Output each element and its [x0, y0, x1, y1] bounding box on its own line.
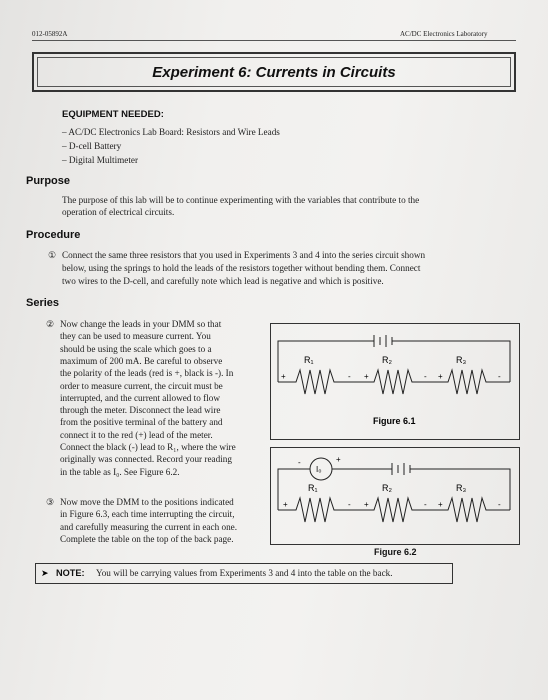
step1-line: Connect the same three resistors that you used in Experiments 3 and 4 into the series circuit shown — [62, 250, 426, 260]
paragraph-line: in Figure 6.3, each time interrupting the circuit, — [60, 509, 235, 520]
polarity-minus: - — [298, 458, 301, 467]
polarity-minus: - — [348, 372, 351, 381]
note-box — [35, 563, 453, 584]
equipment-item: – Digital Multimeter — [62, 155, 139, 165]
paragraph-line: interrupted, and the current allowed to flow — [60, 392, 220, 403]
note-arrow-icon: ➤ — [41, 568, 49, 578]
page-title: Experiment 6: Currents in Circuits — [152, 64, 396, 81]
paragraph-line: connect it to the red (+) lead of the meter. — [60, 429, 213, 440]
figure-6-2-circuit — [270, 447, 520, 545]
step1-marker: ① — [48, 250, 57, 260]
step2-marker: ② — [46, 319, 55, 329]
paragraph-line: maximum of 200 mA. Be careful to observe — [60, 355, 223, 366]
paragraph-line: originally was connected. Record your reading — [60, 454, 232, 465]
paragraph-line: Complete the table on the top of the back page. — [60, 533, 234, 544]
polarity-minus: - — [498, 500, 501, 509]
polarity-plus: + — [438, 500, 443, 509]
polarity-plus: + — [364, 372, 369, 381]
polarity-minus: - — [424, 500, 427, 509]
r2-label: R₂ — [382, 355, 392, 365]
paragraph-line: Now change the leads in your DMM so that — [60, 319, 222, 329]
ammeter-label: I₀ — [316, 465, 322, 474]
equipment-heading: EQUIPMENT NEEDED: — [62, 109, 164, 120]
polarity-plus: + — [438, 372, 443, 381]
polarity-plus: + — [336, 455, 341, 464]
note-label: NOTE: — [56, 568, 85, 578]
equipment-item: – AC/DC Electronics Lab Board: Resistors and Wire Leads — [62, 127, 280, 137]
purpose-heading: Purpose — [26, 175, 71, 187]
figure-6-2-caption: Figure 6.2 — [374, 547, 417, 557]
r2-label: R₂ — [382, 483, 392, 493]
step1-line: below, using the springs to hold the leads of the resistors together without bending them. Connect — [62, 263, 421, 273]
r1-label: R₁ — [304, 355, 314, 365]
title-box — [32, 52, 516, 92]
figure-6-1-caption: Figure 6.1 — [373, 416, 416, 426]
series-heading: Series — [26, 297, 60, 309]
circuit-wire — [278, 341, 374, 382]
r1-label: R₁ — [308, 483, 318, 493]
paragraph-line: and carefully measuring the current in each one. — [60, 521, 238, 532]
paragraph-line: they can be used to measure current. You — [60, 331, 211, 342]
r3-label: R₃ — [456, 355, 467, 365]
paragraph-line: Connect the black (-) lead to R₁, where the wire — [60, 442, 236, 452]
purpose-line: operation of electrical circuits. — [62, 207, 175, 217]
paragraph-line: the polarity of the leads (red is +, black is -). In — [60, 368, 234, 379]
resistor-r1 — [278, 498, 354, 522]
procedure-heading: Procedure — [26, 229, 81, 241]
document-number: 012-05892A — [32, 30, 68, 38]
r3-label: R₃ — [456, 483, 467, 493]
paragraph-line: order to measure current, the circuit must be — [60, 380, 223, 391]
paragraph-line: through the meter. Disconnect the lead wire — [60, 405, 221, 416]
paragraph-line: should be using the scale which goes to a — [60, 343, 212, 354]
resistor-r1 — [278, 370, 354, 394]
polarity-minus: - — [424, 372, 427, 381]
step3-marker: ③ — [46, 497, 55, 507]
header-rule — [32, 40, 516, 41]
polarity-minus: - — [348, 500, 351, 509]
polarity-minus: - — [498, 372, 501, 381]
note-text: You will be carrying values from Experiments 3 and 4 into the table on the back. — [96, 568, 393, 578]
figure-6-1-circuit — [270, 323, 520, 440]
purpose-line: The purpose of this lab will be to continue experimenting with the variables that contribute to the — [62, 195, 420, 205]
paragraph-line: in the table as I₀. See Figure 6.2. — [60, 466, 180, 477]
paragraph-line: Now move the DMM to the positions indicated — [60, 497, 234, 507]
lab-name: AC/DC Electronics Laboratory — [400, 30, 488, 38]
polarity-plus: + — [364, 500, 369, 509]
polarity-plus: + — [281, 372, 286, 381]
equipment-item: – D-cell Battery — [62, 141, 122, 151]
paragraph-line: from the positive terminal of the battery and — [60, 417, 223, 428]
step1-line: two wires to the D-cell, and carefully note which lead is negative and which is positive. — [62, 276, 384, 286]
polarity-plus: + — [283, 500, 288, 509]
